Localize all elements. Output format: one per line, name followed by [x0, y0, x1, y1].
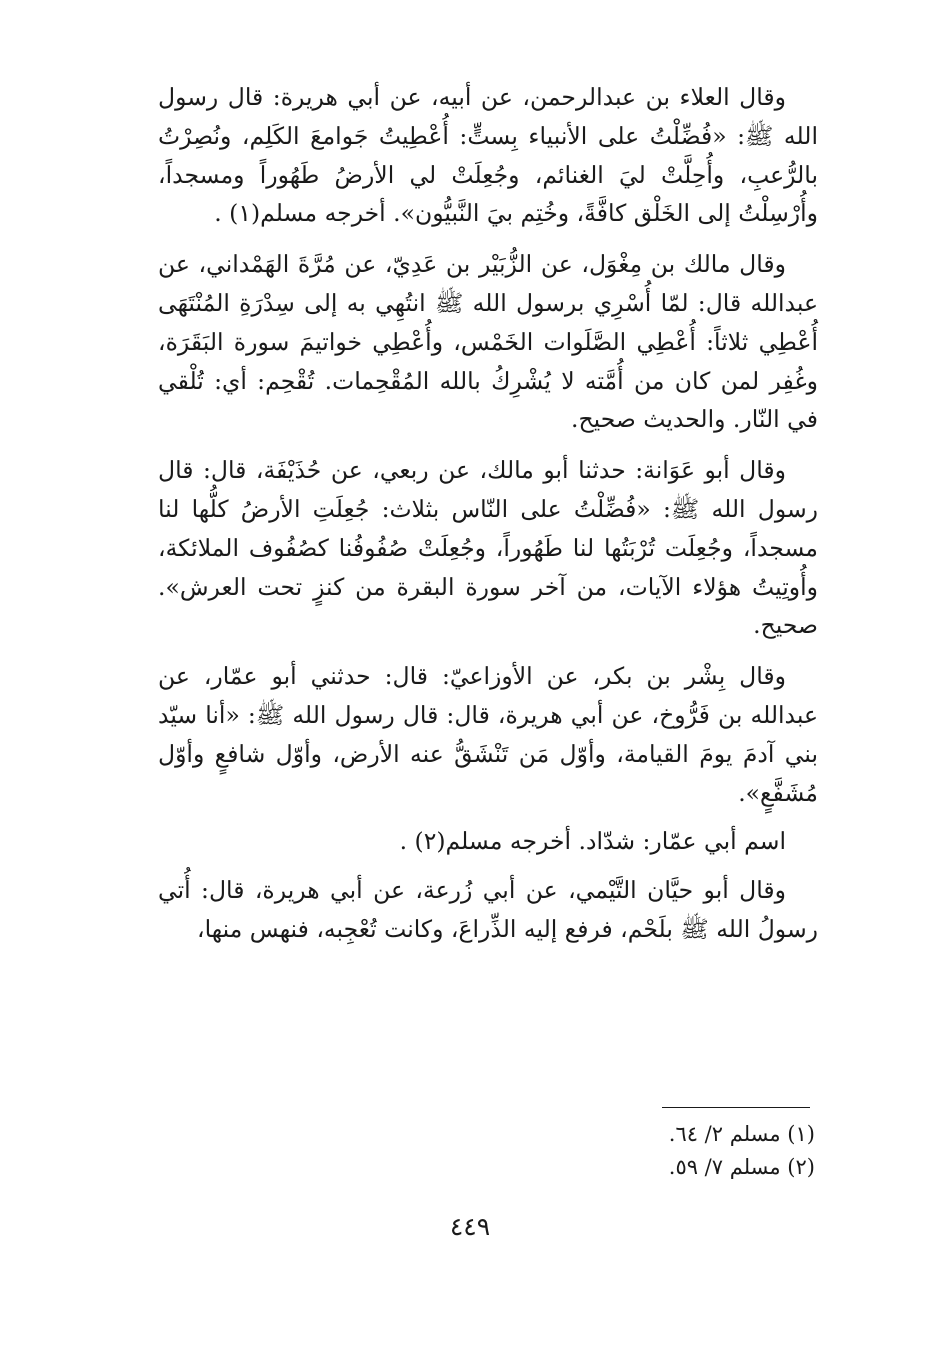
paragraph-4: وقال بِشْر بن بكر، عن الأوزاعيّ: قال: حدثني أبو عمّار، عن عبدالله بن فَرُّوخ، عن أبي هريرة، قال: قال رسول الله ﷺ: «أنا سيّد بني آدمَ يومَ القيامة، وأوّل مَن تَنْشَقُّ عنه الأرض، وأوّل شافعٍ وأوّل مُشَفَّعٍ». [158, 662, 818, 807]
footnotes [500, 1118, 815, 1184]
paragraph-5: اسم أبي عمّار: شدّاد. أخرجه مسلم(٢) . [399, 827, 786, 856]
footnote-divider [662, 1107, 810, 1108]
paragraph-2: وقال مالك بن مِغْوَل، عن الزُّبَيْر بن عَدِيّ، عن مُرَّةَ الهَمْداني، عن عبدالله قال: لمّا أُسْرِي برسول الله ﷺ انتُهِي به إلى سِدْرَةِ المُنْتَهَى أُعْطِي ثلاثاً: أُعْطِي الصَّلَوات الخَمْس، وأُعْطِي خواتيمَ سورة البَقَرَة، وغُفِر لمن كان من أُمَّته لا يُشْرِكُ بالله المُقْحِمات. تُقْحِم: أي: تُلْقي في النّار. والحديث صحيح. [158, 250, 818, 434]
paragraph-3: وقال أبو عَوَانة: حدثنا أبو مالك، عن ربعي، عن حُذَيْفَة، قال: قال رسول الله ﷺ: «فُضِّلْتُ على النّاس بثلاث: جُعِلَتِ الأرضُ كلُّها لنا مسجداً، وجُعِلَت تُرْبَتُها لنا طَهُوراً، وجُعِلَتْ صُفُوفُنا كصُفُوف الملائكة، وأُوتِيتُ هؤلاء الآيات، من آخر سورة البقرة من كنزٍ تحت العرش». صحيح. [158, 456, 818, 640]
paragraph-1: وقال العلاء بن عبدالرحمن، عن أبيه، عن أبي هريرة: قال رسول الله ﷺ: «فُضِّلْتُ على الأنبياء بِستٍّ: أُعْطِيتُ جَوامعَ الكَلِم، ونُصِرْتُ بالرُّعبِ، وأُحِلَّتْ ليَ الغنائم، وجُعِلَتْ لي الأرضُ طَهُوراً ومسجداً، وأُرْسِلْتُ إلى الخَلْق كافَّةً، وخُتِم بيَ النَّبيُّون». أخرجه مسلم(١) . [158, 83, 818, 228]
footnote-1: (١) مسلم ٢/ ٦٤. [668, 1122, 815, 1146]
page-number: ٤٤٩ [449, 1212, 491, 1241]
paragraph-6: وقال أبو حيَّان التَّيْمي، عن أبي زُرعة، عن أبي هريرة، قال: أُتي رسولُ الله ﷺ بلَحْم، فرفع إليه الذِّراعَ، وكانت تُعْجِبه، فنهس منها، [158, 876, 818, 943]
footnote-2: (٢) مسلم ٧/ ٥٩. [668, 1155, 815, 1179]
main-text [158, 78, 818, 961]
